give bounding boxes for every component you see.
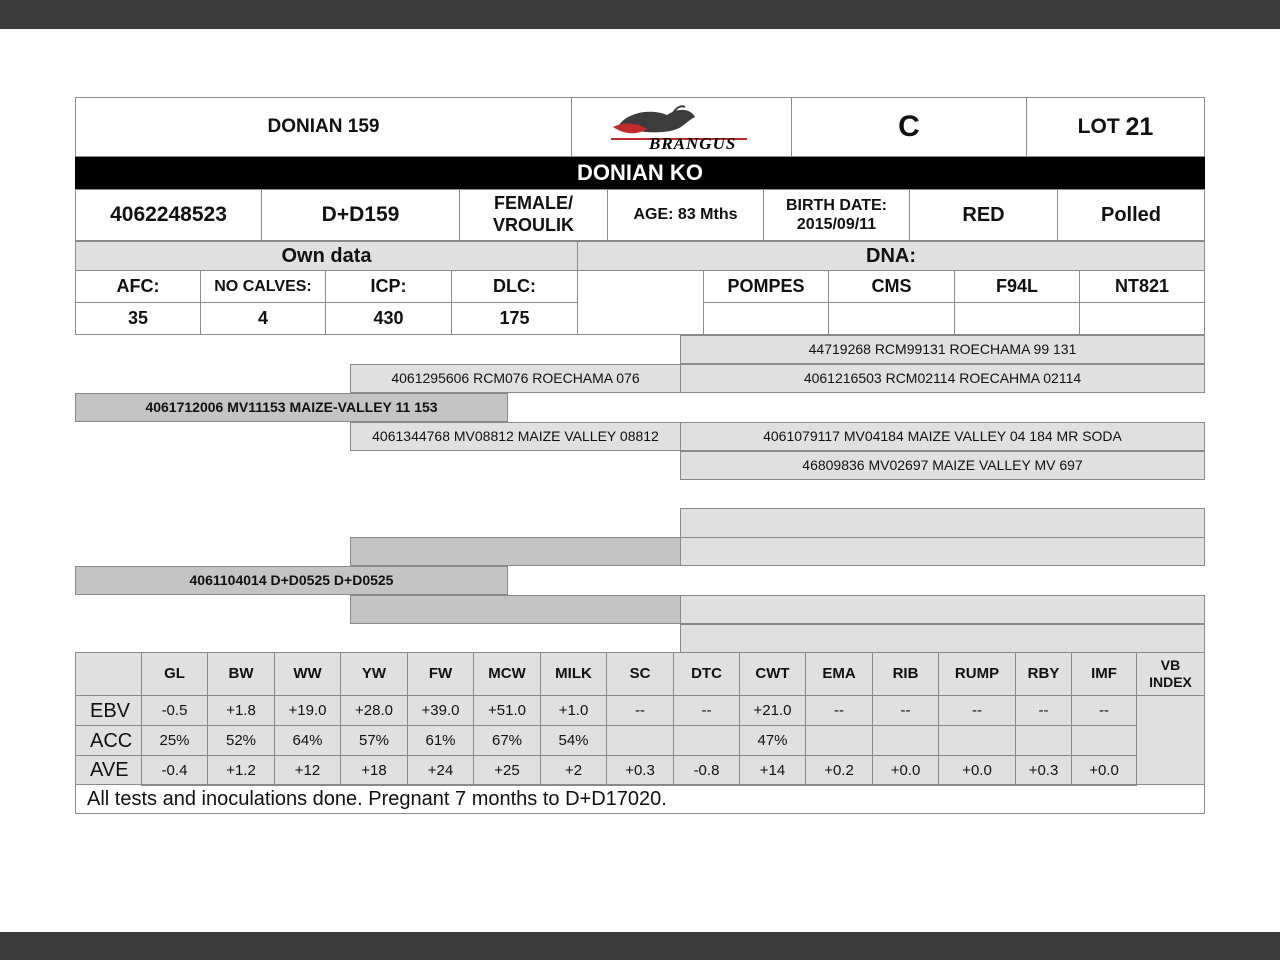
breedplan-value: +51.0 xyxy=(473,695,541,726)
breedplan-value: +1.0 xyxy=(540,695,607,726)
breedplan-value: +18 xyxy=(340,755,408,786)
sex-line-2: VROULIK xyxy=(493,215,574,235)
breedplan-value: +21.0 xyxy=(739,695,806,726)
row-label: EBV xyxy=(75,695,142,726)
pedigree-sire: 4061712006 MV11153 MAIZE-VALLEY 11 153 xyxy=(75,393,508,422)
breedplan-value: 52% xyxy=(207,725,275,756)
pedigree-sire-dam-dam: 46809836 MV02697 MAIZE VALLEY MV 697 xyxy=(680,451,1205,480)
id-number: 4062248523 xyxy=(75,189,262,241)
breedplan-value: 47% xyxy=(739,725,806,756)
breedplan-header: RUMP xyxy=(938,652,1016,696)
dna-value xyxy=(1079,302,1205,335)
breedplan-value: 25% xyxy=(141,725,208,756)
breedplan-header: SC xyxy=(606,652,674,696)
breedplan-value: +14 xyxy=(739,755,806,786)
top-frame-bar xyxy=(0,0,1280,29)
breedplan-value xyxy=(673,725,740,756)
breedplan-value: -0.5 xyxy=(141,695,208,726)
own-data-header: ICP: xyxy=(325,270,452,303)
breedplan-header: EMA xyxy=(805,652,873,696)
row-label: ACC xyxy=(75,725,142,756)
sex-line-1: FEMALE/ xyxy=(494,193,573,214)
age: AGE: 83 Mths xyxy=(607,189,764,241)
own-data-value: 430 xyxy=(325,302,452,335)
brangus-logo xyxy=(571,97,792,157)
breedplan-value: +2 xyxy=(540,755,607,786)
breedplan-value: 57% xyxy=(340,725,408,756)
breedplan-value: +1.8 xyxy=(207,695,275,726)
breedplan-value: -- xyxy=(606,695,674,726)
breedplan-value: +28.0 xyxy=(340,695,408,726)
vb-index-value xyxy=(1136,695,1205,785)
breedplan-value xyxy=(805,725,873,756)
vb-index-header xyxy=(1136,652,1205,696)
pedigree-dam-dam xyxy=(350,595,681,624)
own-data-header: NO CALVES: xyxy=(200,270,326,303)
dna-header: NT821 xyxy=(1079,270,1205,303)
breedplan-value: -- xyxy=(872,695,939,726)
pedigree-dam-dam-sire xyxy=(680,595,1205,624)
pedigree-sire-dam-sire: 4061079117 MV04184 MAIZE VALLEY 04 184 MR SODA xyxy=(680,422,1205,451)
own-data-title: Own data xyxy=(75,241,578,271)
breedplan-header: RBY xyxy=(1015,652,1072,696)
breedplan-value: -- xyxy=(1071,695,1137,726)
breedplan-value xyxy=(938,725,1016,756)
breedplan-header: RIB xyxy=(872,652,939,696)
lot-label xyxy=(1026,97,1205,157)
breedplan-header: MCW xyxy=(473,652,541,696)
breedplan-value: +0.2 xyxy=(805,755,873,786)
breedplan-value: -0.8 xyxy=(673,755,740,786)
own-data-value: 4 xyxy=(200,302,326,335)
breedplan-value: +24 xyxy=(407,755,474,786)
breedplan-header: DTC xyxy=(673,652,740,696)
breedplan-header: YW xyxy=(340,652,408,696)
breedplan-value xyxy=(872,725,939,756)
registered-name-banner: DONIAN KO xyxy=(75,157,1205,189)
dna-header: F94L xyxy=(954,270,1080,303)
breedplan-corner xyxy=(75,652,142,696)
vb-index-header-line-2: INDEX xyxy=(1149,674,1192,690)
breedplan-value: +39.0 xyxy=(407,695,474,726)
horn-status: Polled xyxy=(1057,189,1205,241)
breedplan-value: +0.0 xyxy=(938,755,1016,786)
logo-text: BRANGUS xyxy=(648,134,736,151)
breedplan-value: 64% xyxy=(274,725,341,756)
breedplan-header: BW xyxy=(207,652,275,696)
animal-name: DONIAN 159 xyxy=(75,97,572,157)
breedplan-value: -- xyxy=(1015,695,1072,726)
sex xyxy=(459,189,608,241)
breedplan-value: +1.2 xyxy=(207,755,275,786)
birth-date-label: BIRTH DATE: xyxy=(785,196,888,214)
breedplan-value: +0.0 xyxy=(1071,755,1137,786)
dna-header: CMS xyxy=(828,270,955,303)
dna-header: POMPES xyxy=(703,270,829,303)
pedigree-sire-dam: 4061344768 MV08812 MAIZE VALLEY 08812 xyxy=(350,422,681,451)
coat-color: RED xyxy=(909,189,1058,241)
lot-word: LOT xyxy=(1077,115,1120,139)
pedigree-dam-sire-sire xyxy=(680,508,1205,538)
breedplan-value: 61% xyxy=(407,725,474,756)
breedplan-value: 67% xyxy=(473,725,541,756)
dna-value xyxy=(703,302,829,335)
breedplan-value: +25 xyxy=(473,755,541,786)
breedplan-value: +19.0 xyxy=(274,695,341,726)
breedplan-value: -- xyxy=(805,695,873,726)
own-data-header: DLC: xyxy=(451,270,578,303)
own-data-value: 35 xyxy=(75,302,201,335)
breedplan-header: FW xyxy=(407,652,474,696)
breedplan-value xyxy=(1015,725,1072,756)
breedplan-value: -- xyxy=(673,695,740,726)
birth-date-value: 2015/09/11 xyxy=(796,216,877,233)
pedigree-dam: 4061104014 D+D0525 D+D0525 xyxy=(75,566,508,595)
breedplan-value xyxy=(606,725,674,756)
pedigree-sire-sire-sire: 44719268 RCM99131 ROECHAMA 99 131 xyxy=(680,335,1205,364)
breedplan-value: 54% xyxy=(540,725,607,756)
lot-number: 21 xyxy=(1125,113,1154,141)
pedigree-sire-sire-dam: 4061216503 RCM02114 ROECAHMA 02114 xyxy=(680,364,1205,393)
breedplan-value: -0.4 xyxy=(141,755,208,786)
pedigree-sire-sire: 4061295606 RCM076 ROECHAMA 076 xyxy=(350,364,681,393)
own-data-header: AFC: xyxy=(75,270,201,303)
breedplan-value: -- xyxy=(938,695,1016,726)
breedplan-header: MILK xyxy=(540,652,607,696)
vb-index-header-line-1: VB xyxy=(1160,657,1181,674)
remarks: All tests and inoculations done. Pregnant 7 months to D+D17020. xyxy=(75,784,1205,814)
breedplan-value: +0.0 xyxy=(872,755,939,786)
breedplan-header: GL xyxy=(141,652,208,696)
dna-value xyxy=(954,302,1080,335)
dna-title: DNA: xyxy=(577,241,1205,271)
breedplan-header: CWT xyxy=(739,652,806,696)
pedigree-dam-sire xyxy=(350,537,681,566)
breedplan-value xyxy=(1071,725,1137,756)
birth-date xyxy=(763,189,910,241)
dna-blank-cell xyxy=(577,270,704,335)
pedigree-dam-sire-dam xyxy=(680,537,1205,566)
row-label: AVE xyxy=(75,755,142,785)
breedplan-value: +0.3 xyxy=(1015,755,1072,786)
breedplan-header: WW xyxy=(274,652,341,696)
own-data-value: 175 xyxy=(451,302,578,335)
bull-logo-icon xyxy=(607,103,757,151)
breedplan-header: IMF xyxy=(1071,652,1137,696)
pedigree-dam-dam-dam xyxy=(680,624,1205,653)
grade-letter: C xyxy=(791,97,1027,157)
breedplan-value: +12 xyxy=(274,755,341,786)
bottom-frame-bar xyxy=(0,932,1280,960)
dna-value xyxy=(828,302,955,335)
breedplan-value: +0.3 xyxy=(606,755,674,786)
animal-code: D+D159 xyxy=(261,189,460,241)
